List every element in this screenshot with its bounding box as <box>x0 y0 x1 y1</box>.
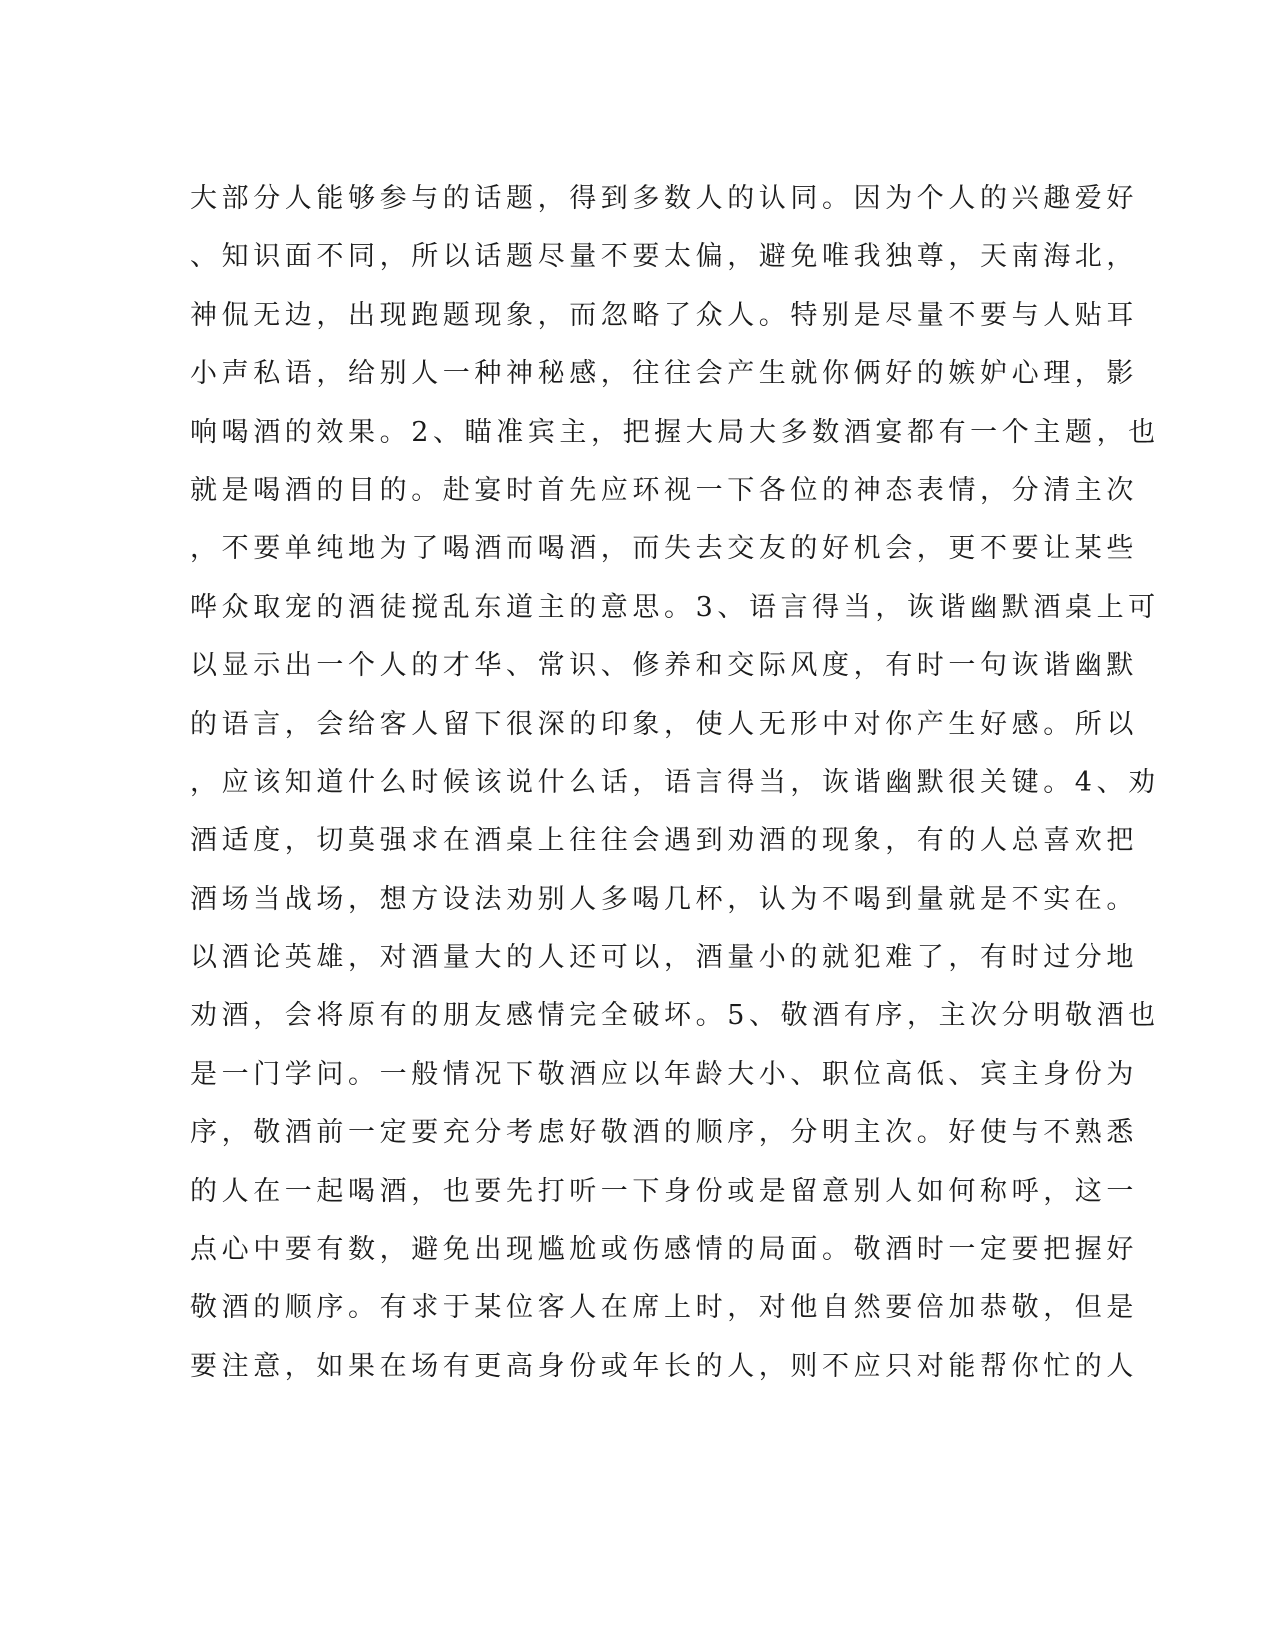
text-line: 哗众取宠的酒徒搅乱东道主的意思。3、语言得当，诙谐幽默酒桌上可 <box>190 591 1160 623</box>
text-line: 以酒论英雄，对酒量大的人还可以，酒量小的就犯难了，有时过分地 <box>190 942 1138 974</box>
text-line: 以显示出一个人的才华、常识、修养和交际风度，有时一句诙谐幽默 <box>190 650 1138 682</box>
text-line: 要注意，如果在场有更高身份或年长的人，则不应只对能帮你忙的人 <box>190 1350 1138 1382</box>
text-line: 的人在一起喝酒，也要先打听一下身份或是留意别人如何称呼，这一 <box>190 1175 1138 1207</box>
text-line: 神侃无边，出现跑题现象，而忽略了众人。特别是尽量不要与人贴耳 <box>190 299 1138 331</box>
text-line: 响喝酒的效果。2、瞄准宾主，把握大局大多数酒宴都有一个主题，也 <box>190 416 1160 448</box>
text-line: 小声私语，给别人一种神秘感，往往会产生就你俩好的嫉妒心理，影 <box>190 358 1138 390</box>
text-line: 酒场当战场，想方设法劝别人多喝几杯，认为不喝到量就是不实在。 <box>190 883 1138 915</box>
text-line: 就是喝酒的目的。赴宴时首先应环视一下各位的神态表情，分清主次 <box>190 474 1138 506</box>
text-line: 是一门学问。一般情况下敬酒应以年龄大小、职位高低、宾主身份为 <box>190 1058 1138 1090</box>
text-line: 点心中要有数，避免出现尴尬或伤感情的局面。敬酒时一定要把握好 <box>190 1234 1138 1266</box>
text-line: ，应该知道什么时候该说什么话，语言得当，诙谐幽默很关键。4、劝 <box>190 766 1160 798</box>
text-line: ，不要单纯地为了喝酒而喝酒，而失去交友的好机会，更不要让某些 <box>190 533 1138 565</box>
text-line: 酒适度，切莫强求在酒桌上往往会遇到劝酒的现象，有的人总喜欢把 <box>190 825 1138 857</box>
text-line: 大部分人能够参与的话题，得到多数人的认同。因为个人的兴趣爱好 <box>190 183 1138 214</box>
text-line: 劝酒，会将原有的朋友感情完全破坏。5、敬酒有序，主次分明敬酒也 <box>190 1000 1160 1032</box>
text-line: 的语言，会给客人留下很深的印象，使人无形中对你产生好感。所以 <box>190 708 1138 740</box>
text-line: 序，敬酒前一定要充分考虑好敬酒的顺序，分明主次。好使与不熟悉 <box>190 1117 1138 1149</box>
body-text <box>190 170 1160 1396</box>
text-line: 敬酒的顺序。有求于某位客人在席上时，对他自然要倍加恭敬，但是 <box>190 1292 1138 1324</box>
text-line: 、知识面不同，所以话题尽量不要太偏，避免唯我独尊，天南海北， <box>190 241 1138 273</box>
